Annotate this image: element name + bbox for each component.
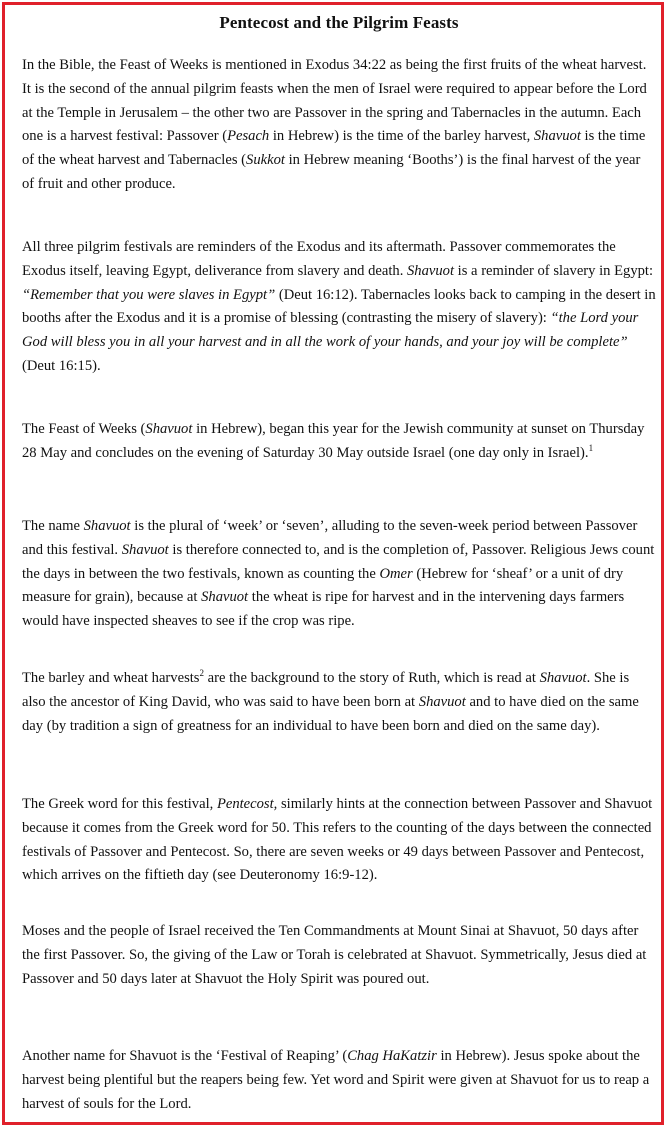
text-run: All three pilgrim festivals are reminders of the Exodus and its aftermath. Passover commemorates the Exodus itself, leaving Egypt, deliverance from slavery and death.: [22, 239, 616, 279]
text-run: in Hebrew) is the time of the barley harvest,: [269, 128, 534, 145]
text-run: (Hebrew for ‘sheaf’ or a unit of dry measure for grain), because at: [22, 565, 624, 606]
text-run: similarly hints at the connection between Passover and Shavuot because it comes from the Greek word for 50. This refers to the counting of the days between the connected festivals of Passover and Pentecost. So, there are seven weeks or 49 days between Passover and Pentecost, which arrives on the fiftieth day (see Deuteronomy 16:9-12).: [22, 796, 653, 884]
italic-text: Shavuot: [145, 421, 193, 437]
italic-text: Omer: [379, 565, 413, 582]
text-run: and to have died on the same day (by tradition a sign of greatness for an individual to have been born and died on the same day).: [22, 693, 639, 734]
paragraph-8: [22, 1045, 656, 1116]
text-run: The barley and wheat harvests: [22, 670, 200, 686]
italic-text: Sukkot: [246, 152, 285, 169]
text-run: The Greek word for this festival,: [22, 796, 217, 812]
text-run: is therefore connected to, and is the completion of, Passover. Religious Jews count the days in between the two festivals, known as counting the: [22, 541, 655, 582]
italic-text: Shavuot: [533, 128, 581, 145]
text-run: the wheat is ripe for harvest and in the intervening days farmers would have inspected sheaves to see if the crop was ripe.: [22, 589, 625, 630]
text-run: is the plural of ‘week’ or ‘seven’, alluding to the seven-week period between Passover and this festival.: [22, 518, 638, 558]
text-run: are the background to the story of Ruth, which is read at: [203, 670, 540, 686]
italic-text: Shavuot: [539, 670, 587, 686]
paragraph-6: [22, 793, 656, 888]
page-title: Pentecost and the Pilgrim Feasts: [219, 13, 459, 32]
text-run: Another name for Shavuot is the ‘Festival of Reaping’ (: [22, 1048, 348, 1064]
italic-text: Chag HaKatzir: [347, 1048, 437, 1064]
text-run: The name: [22, 518, 84, 534]
text-run: in Hebrew). Jesus spoke about the harvest being plentiful but the reapers being few. Yet word and Spirit were given at Shavuot for us to reap a harvest of souls for the Lord.: [22, 1048, 650, 1112]
text-run: In the Bible, the Feast of Weeks is mentioned in Exodus 34:22 as being the first fruits of the wheat harvest. It is the second of the annual pilgrim feasts when the men of Israel were required to appear before the Lord at the Temple in Jerusalem – the other two are Passover in the spring and Tabernacles in the autumn. Each one is a harvest festival: Passover (: [22, 57, 647, 145]
text-run: is the time of the wheat harvest and Tabernacles (: [22, 128, 646, 169]
text-run: in Hebrew), began this year for the Jewish community at sunset on Thursday 28 May and concludes on the evening of Saturday 30 May outside Israel (one day only in Israel).: [22, 421, 645, 461]
footnote-marker: 2: [199, 668, 204, 679]
paragraph-4: [22, 515, 656, 634]
paragraph-5: [22, 667, 656, 738]
italic-text: Shavuot: [121, 541, 169, 558]
paragraph-1: [22, 54, 656, 197]
document-body: [22, 5, 656, 1112]
text-run: Moses and the people of Israel received the Ten Commandments at Mount Sinai at Shavuot, 50 days after the first Passover. So, the giving of the Law or Torah is celebrated at Shavuot. Symmetrically, Jesus died at Passover and 50 days later at Shavuot the Holy Spirit was poured out.: [22, 923, 647, 987]
italic-text: Shavuot: [418, 693, 466, 710]
document-frame: [2, 2, 664, 1125]
italic-text: Shavuot: [201, 589, 249, 606]
text-run: The Feast of Weeks (: [22, 421, 146, 437]
text-run: is a reminder of slavery in Egypt:: [454, 262, 654, 279]
italic-text: Pentecost,: [216, 796, 278, 812]
footnote-marker: 1: [588, 442, 594, 453]
text-run: . She is also the ancestor of King David, who was said to have been born at: [22, 670, 630, 710]
text-run: in Hebrew meaning ‘Booths’) is the final harvest of the year of fruit and other produce.: [22, 152, 641, 192]
text-run: (Deut 16:15).: [22, 357, 101, 374]
italic-text: “the Lord your God will bless you in all your harvest and in all the work of your hands, and your joy will be complete”: [22, 310, 639, 351]
paragraph-7: [22, 920, 656, 991]
italic-text: Shavuot: [83, 518, 131, 534]
italic-text: Shavuot: [407, 262, 455, 279]
paragraph-3: [22, 418, 656, 466]
italic-text: “Remember that you were slaves in Egypt”: [22, 286, 276, 303]
paragraph-2: [22, 236, 656, 379]
text-run: (Deut 16:12). Tabernacles looks back to camping in the desert in booths after the Exodus and it is a promise of blessing (contrasting the misery of slavery):: [22, 286, 656, 327]
italic-text: Pesach: [227, 128, 270, 145]
